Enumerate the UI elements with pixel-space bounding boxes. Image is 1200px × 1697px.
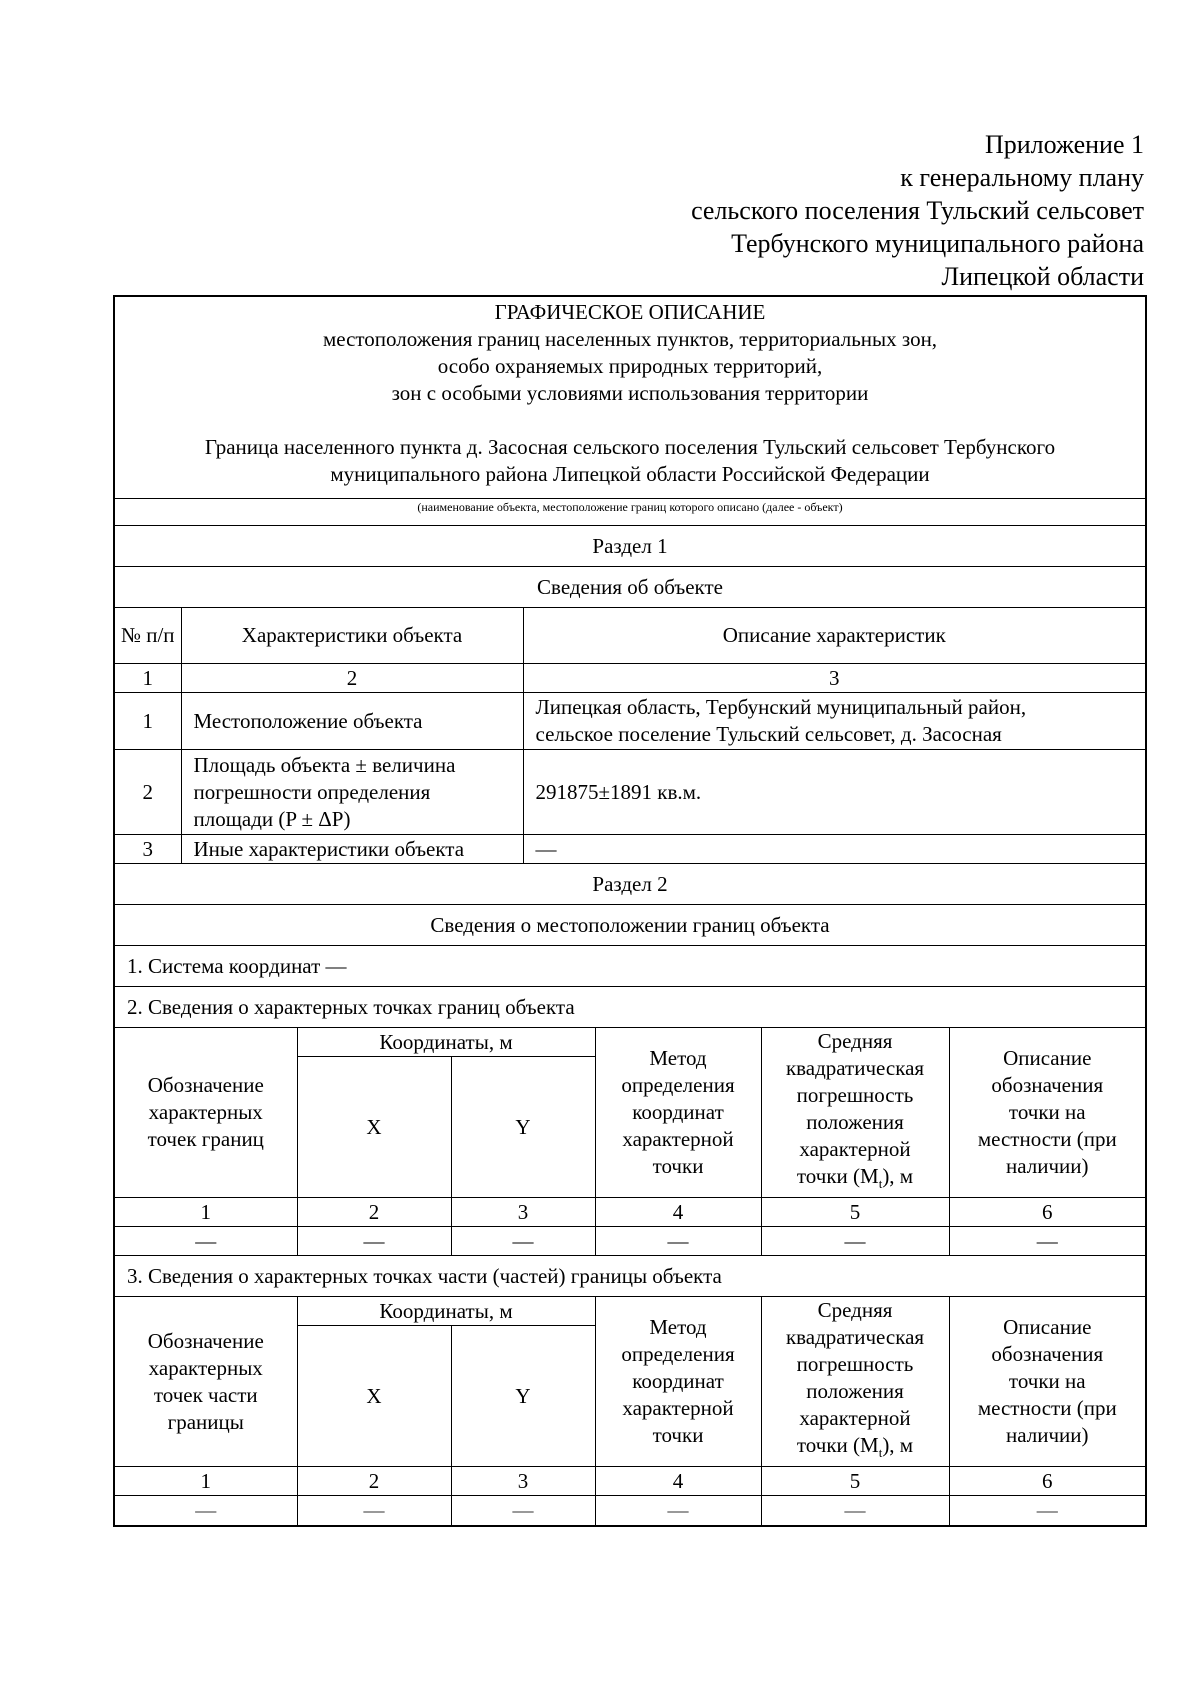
header-method (595, 1297, 761, 1467)
section2-heading: Раздел 2 (115, 864, 1145, 905)
header-line: квадратическая (785, 1056, 925, 1080)
header-subscript: t (878, 1445, 883, 1461)
row-name-line: погрешности определения (193, 779, 431, 804)
header-line: точек части (153, 1382, 258, 1407)
header-line: характерной (622, 1396, 734, 1421)
header-coordinates: Координаты, м (297, 1297, 595, 1326)
row-name (181, 750, 523, 835)
col-number: 5 (761, 1467, 949, 1496)
header-point-description (949, 1297, 1145, 1467)
row-number: 1 (115, 693, 181, 750)
subtitle-line: зон с особыми условиями использования территории (391, 381, 869, 405)
row-value-line: сельское поселение Тульский сельсовет, д. Засосная (535, 722, 1002, 746)
col-number: 2 (181, 664, 523, 693)
section2-subheading: Сведения о местоположении границ объекта (115, 905, 1145, 946)
title-cell (115, 297, 1145, 499)
object-name-line: Граница населенного пункта д. Засосная сельского поселения Тульский сельсовет Тербунского (204, 435, 1056, 459)
col-number: 3 (451, 1467, 595, 1496)
boundary-points-table (115, 1027, 1145, 1256)
col-number: 4 (595, 1198, 761, 1227)
header-line: Метод (649, 1315, 707, 1340)
header-line (766, 1163, 945, 1197)
header-line: наличии) (1006, 1154, 1089, 1179)
header-line: точек границ (147, 1127, 264, 1152)
col-number: 1 (115, 1467, 297, 1496)
header-line: обозначения (991, 1342, 1104, 1367)
empty-cell: — (595, 1227, 761, 1256)
col-number: 3 (451, 1198, 595, 1227)
header-line: точки (652, 1154, 704, 1179)
header-line: Липецкой области (941, 262, 1144, 291)
header-y: Y (451, 1326, 595, 1467)
parts-heading-table (115, 1255, 1145, 1297)
header-line: к генеральному плану (900, 163, 1144, 192)
header-text: точки (M (796, 1164, 879, 1188)
header-subscript: t (878, 1176, 883, 1192)
header-line: характерной (799, 1137, 911, 1161)
row-number: 2 (115, 750, 181, 835)
col-number: 2 (297, 1467, 451, 1496)
header-line: обозначения (991, 1073, 1104, 1098)
header-line: точки на (1008, 1369, 1086, 1394)
row-value-line: Липецкая область, Тербунский муниципальный район, (535, 695, 1027, 719)
header-x: X (297, 1057, 451, 1198)
empty-cell: — (297, 1227, 451, 1256)
header-line: точки (652, 1423, 704, 1448)
header-y: Y (451, 1057, 595, 1198)
header-line: координат (632, 1100, 724, 1125)
subtitle-line: особо охраняемых природных территорий, (437, 354, 823, 378)
empty-cell: — (297, 1496, 451, 1525)
table-row (115, 1496, 1145, 1525)
table-row (115, 693, 1145, 750)
col-number: 1 (115, 1198, 297, 1227)
header-line: точки на (1008, 1100, 1086, 1125)
header-coordinates: Координаты, м (297, 1028, 595, 1057)
header-line: координат (632, 1369, 724, 1394)
header-text: ), м (882, 1433, 914, 1458)
empty-cell: — (949, 1227, 1145, 1256)
header-line: Тербунского муниципального района (731, 229, 1144, 258)
header-line: положения (806, 1379, 904, 1404)
title-table (115, 297, 1145, 608)
header-designation-part (115, 1297, 297, 1467)
header-line: Обозначение (147, 1073, 264, 1098)
header-line: характерной (622, 1127, 734, 1152)
coordinate-system: 1. Система координат — (115, 946, 1145, 987)
header-point-description (949, 1028, 1145, 1198)
header-line: Описание (1003, 1046, 1092, 1071)
header-x: X (297, 1326, 451, 1467)
table-row (115, 750, 1145, 835)
doc-title: ГРАФИЧЕСКОЕ ОПИСАНИЕ (494, 300, 766, 324)
section2-heading-table (115, 863, 1145, 1028)
col-number: 3 (523, 664, 1145, 693)
header-line: определения (621, 1342, 735, 1367)
object-name-line: муниципального района Липецкой области Российской Федерации (330, 462, 930, 486)
empty-cell: — (115, 1496, 297, 1525)
empty-cell: — (595, 1496, 761, 1525)
subtitle-line: местоположения границ населенных пунктов, территориальных зон, (322, 327, 938, 351)
col-number: 4 (595, 1467, 761, 1496)
header-line: характерной (799, 1406, 911, 1431)
header-line: Средняя (817, 1298, 893, 1323)
appendix-header (691, 128, 1144, 293)
header-line: погрешность (796, 1352, 914, 1377)
header-mean-error (761, 1297, 949, 1467)
header-line: Средняя (817, 1029, 893, 1053)
col-header-characteristics: Характеристики объекта (181, 608, 523, 664)
object-info-table (115, 607, 1145, 864)
empty-cell: — (949, 1496, 1145, 1525)
row-name: Иные характеристики объекта (181, 835, 523, 864)
parts-section-title: 3. Сведения о характерных точках части (частей) границы объекта (115, 1256, 1145, 1297)
row-value: 291875±1891 кв.м. (523, 750, 1145, 835)
header-text: точки (M (796, 1433, 879, 1458)
row-name-line: Площадь объекта ± величина (193, 752, 456, 777)
col-number: 1 (115, 664, 181, 693)
header-line: Описание (1003, 1315, 1092, 1340)
header-line: квадратическая (785, 1325, 925, 1350)
header-line: положения (806, 1110, 904, 1134)
col-number: 6 (949, 1198, 1145, 1227)
header-line: границы (167, 1409, 244, 1434)
header-text: ), м (882, 1164, 914, 1188)
points-section-title: 2. Сведения о характерных точках границ объекта (115, 987, 1145, 1028)
empty-cell: — (451, 1227, 595, 1256)
section1-heading: Раздел 1 (115, 526, 1145, 567)
row-number: 3 (115, 835, 181, 864)
col-number: 5 (761, 1198, 949, 1227)
graphic-description-form (113, 295, 1147, 1527)
empty-cell: — (761, 1227, 949, 1256)
header-line: определения (621, 1073, 735, 1098)
col-number: 6 (949, 1467, 1145, 1496)
header-line: погрешность (796, 1083, 914, 1107)
header-line: Приложение 1 (984, 130, 1144, 159)
empty-cell: — (761, 1496, 949, 1525)
header-line: характерных (148, 1100, 263, 1125)
row-name-line: площади (P ± ΔP) (193, 806, 351, 831)
row-name: Местоположение объекта (181, 693, 523, 750)
boundary-parts-table (115, 1296, 1145, 1525)
col-header-number: № п/п (115, 608, 181, 664)
header-method (595, 1028, 761, 1198)
header-line: Метод (649, 1046, 707, 1071)
object-caption: (наименование объекта, местоположение границ которого описано (далее - объект) (115, 499, 1145, 526)
header-line: наличии) (1006, 1423, 1089, 1448)
table-row (115, 835, 1145, 864)
header-mean-error (761, 1028, 949, 1198)
header-line: сельского поселения Тульский сельсовет (691, 196, 1144, 225)
table-row (115, 1227, 1145, 1256)
section1-subheading: Сведения об объекте (115, 567, 1145, 608)
row-value (523, 693, 1145, 750)
header-line (766, 1432, 945, 1466)
header-line: местности (при (977, 1396, 1117, 1421)
row-value: — (523, 835, 1145, 864)
header-line: местности (при (977, 1127, 1117, 1152)
header-designation (115, 1028, 297, 1198)
col-number: 2 (297, 1198, 451, 1227)
empty-cell: — (451, 1496, 595, 1525)
header-line: Обозначение (147, 1328, 264, 1353)
empty-cell: — (115, 1227, 297, 1256)
header-line: характерных (148, 1355, 263, 1380)
col-header-description: Описание характеристик (523, 608, 1145, 664)
